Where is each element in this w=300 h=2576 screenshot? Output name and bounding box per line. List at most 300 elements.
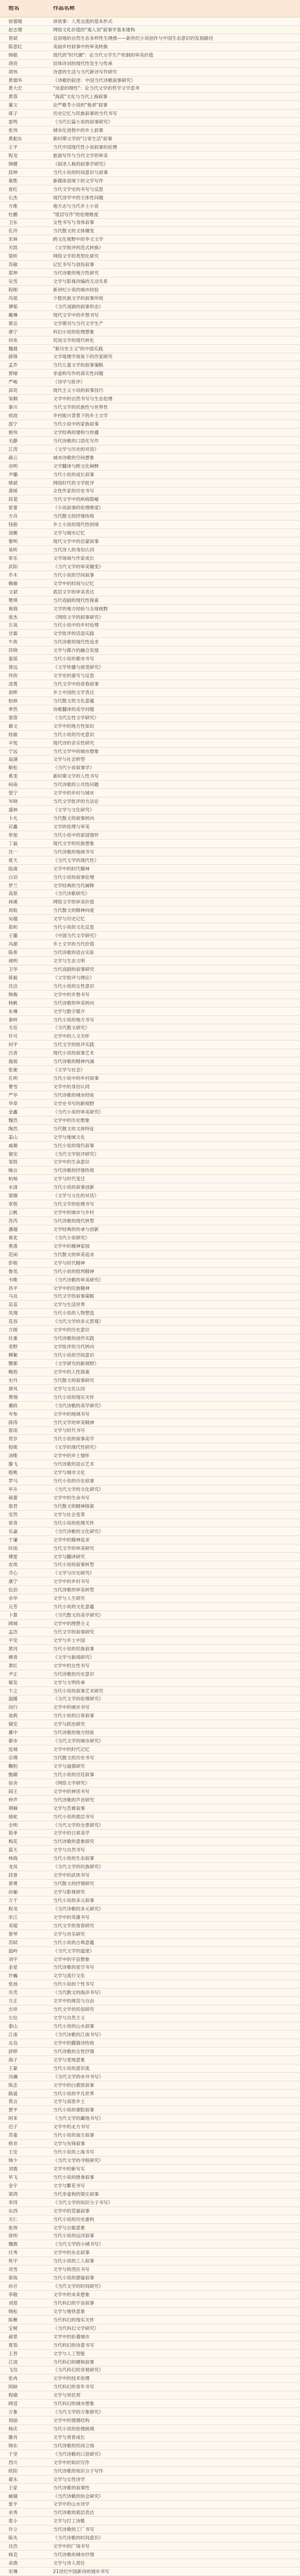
row-name: 佟欣	[8, 673, 18, 679]
row-name: 钟声	[8, 1797, 18, 1803]
row-title: 当代小说的现实关怀	[53, 1394, 95, 1400]
row-title: 当代小说的批判精神	[53, 1268, 95, 1274]
row-title: 《当代小说叙事学》	[53, 765, 95, 771]
row-title: 文学批评的当代转向	[53, 1344, 95, 1350]
row-title: 历史记忆与民族叙事的当代书写	[53, 111, 117, 117]
row-name: 魏然	[8, 1117, 18, 1123]
row-name: 梅花	[8, 1839, 18, 1845]
row-title: 当代文学的批评实践	[53, 1042, 95, 1048]
table-row	[0, 1066, 300, 1074]
table-row	[0, 2400, 300, 2408]
table-row	[0, 1502, 300, 1511]
row-name: 陆离	[8, 865, 18, 872]
table-row	[0, 2265, 300, 2274]
row-name: 盛林	[8, 807, 18, 813]
table-row	[0, 2291, 300, 2299]
table-row	[0, 2240, 300, 2249]
row-name: 章程	[8, 1201, 18, 1207]
table-row	[0, 437, 300, 445]
row-title: 当代诗歌的创作实践	[53, 1336, 95, 1342]
table-row	[0, 2148, 300, 2156]
row-title: 当代诗歌的叙事性	[53, 2485, 90, 2491]
table-row	[0, 1779, 300, 1788]
row-name: 顾适	[8, 2401, 18, 2407]
row-name: 韩梅	[8, 991, 18, 997]
row-name: 戴琳	[8, 312, 18, 318]
row-title: 当代诗人的身份认同	[53, 547, 95, 553]
row-title: 文学与高密乡土	[53, 2099, 86, 2105]
table-row	[0, 1871, 300, 1880]
row-title: 《当代文学的市井书写》	[53, 2073, 104, 2079]
table-row	[0, 999, 300, 1008]
row-title: 《文学与历史研究》	[53, 1570, 95, 1576]
table-row	[0, 2542, 300, 2551]
table-row	[0, 1846, 300, 1854]
row-title: 民间文学的现代转化	[53, 337, 95, 343]
row-title: 当代戏剧的现代性探索	[53, 597, 99, 603]
table-row	[0, 286, 300, 294]
table-row	[0, 806, 300, 814]
row-title: 当代散文的精神向度	[53, 908, 95, 914]
table-row	[0, 1452, 300, 1460]
row-title: 文学与社会转型	[53, 757, 86, 763]
row-name: 花容	[8, 1319, 18, 1325]
row-name: 安然	[8, 1511, 18, 1517]
row-title: 当代散文的叙事研究	[53, 1377, 95, 1383]
row-title: 文学中的城市书写	[53, 1704, 90, 1711]
row-title: 《当代长篇小说的叙事研究》	[53, 119, 113, 125]
row-name: 石杰	[8, 194, 18, 200]
table-row	[0, 1972, 300, 1980]
row-name: 臧棣	[8, 2493, 18, 2499]
row-name: 孙甘	[8, 2283, 18, 2290]
row-name: 宿舍	[8, 1780, 18, 1786]
row-title: 新时期文学的"日常生活"叙事	[53, 136, 113, 142]
row-name: 甘霖	[8, 631, 18, 637]
row-title: 文学与文化认同	[53, 1386, 86, 1392]
row-title: 《当代诗歌的审美研究》	[53, 1277, 104, 1283]
row-title: 当代诗歌的语言艺术	[53, 1461, 95, 1467]
row-title: 《中国当代文学研究》	[53, 933, 99, 939]
table-row	[0, 1192, 300, 1200]
row-title: 文学与时代精神	[53, 1260, 86, 1266]
row-name: 卫华	[8, 966, 18, 972]
row-name: 吴越	[8, 916, 18, 922]
row-name: 宁远	[8, 748, 18, 754]
row-name: 柏林	[8, 698, 18, 704]
table-row	[0, 1259, 300, 1268]
row-name: 于谦	[8, 1537, 18, 1543]
table-row	[0, 949, 300, 957]
row-title: 当代小说的日常叙事	[53, 1713, 95, 1719]
row-title: 当代文学的民俗研究	[53, 2007, 95, 2013]
table-row	[0, 1116, 300, 1125]
table-row	[0, 831, 300, 840]
row-title: 文学与生活世界	[53, 1302, 86, 1308]
row-title: 文学中的英雄书写	[53, 1914, 90, 1920]
table-row	[0, 1745, 300, 1754]
row-title: 文学中的女性书写	[53, 1662, 90, 1668]
row-title: 新时期文学的人性书写	[53, 773, 99, 779]
table-row	[0, 1821, 300, 1830]
row-name: 蒋毅	[8, 974, 18, 980]
row-name: 季然	[8, 706, 18, 712]
row-title: 当代小说的女性意识	[53, 983, 95, 989]
row-name: 许立	[8, 2527, 18, 2533]
row-title: 文学与人工智能	[53, 2350, 86, 2356]
table-row	[0, 2534, 300, 2542]
row-title: 文学中的乡村书写	[53, 1579, 90, 1585]
table-row	[0, 269, 300, 277]
row-title: 文学与铁西区书写	[53, 2267, 90, 2273]
row-title: 当代小说的南方叙事	[53, 2132, 95, 2138]
table-row	[0, 2467, 300, 2475]
row-name: 雷蕾	[8, 505, 18, 511]
table-row	[0, 1074, 300, 1083]
row-name: 西川	[8, 2459, 18, 2465]
row-title: 网络时代的文学批评	[53, 480, 95, 486]
row-title: 《当代戏剧的叙事形态》	[53, 303, 104, 309]
table-row	[0, 2559, 300, 2568]
table-row	[0, 2425, 300, 2433]
row-name: 符晓	[8, 648, 18, 654]
row-name: 方维	[8, 203, 18, 209]
table-row	[0, 865, 300, 873]
table-row	[0, 1888, 300, 1896]
row-name: 滕飞	[8, 1461, 18, 1467]
table-row	[0, 814, 300, 823]
table-row	[0, 227, 300, 235]
row-name: 胡亮	[8, 60, 18, 66]
table-row	[0, 2106, 300, 2114]
row-name: 方舟	[8, 513, 18, 519]
row-name: 程婧	[8, 2392, 18, 2398]
table-row	[0, 1519, 300, 1528]
row-title: 当代科幻的宇宙叙事	[53, 2300, 95, 2306]
row-name: 苏敏	[8, 262, 18, 268]
row-name: 班宇	[8, 2258, 18, 2264]
row-title: 当代小说的地方书写	[53, 1017, 95, 1023]
row-name: 蔺文	[8, 723, 18, 729]
row-title: 文学与社会变革	[53, 1511, 86, 1517]
table-row	[0, 2274, 300, 2282]
row-title: 《小说叙事的伦理维度》	[53, 505, 104, 511]
row-title: 诗歌翻译的美学问题	[53, 706, 95, 712]
table-row	[0, 2232, 300, 2241]
table-row	[0, 2173, 300, 2182]
row-title: 乡村振兴背景下的乡土文学	[53, 413, 108, 419]
row-name: 梁鸿	[8, 2191, 18, 2197]
row-title: 当代文学的审美精神	[53, 1419, 95, 1425]
table-row	[0, 957, 300, 965]
row-title: 新世纪小说的城市经验	[53, 286, 99, 293]
row-title: 《当代文学的文化研究》	[53, 1487, 104, 1493]
table-row	[0, 1620, 300, 1628]
table-row	[0, 1880, 300, 1888]
table-row	[0, 361, 300, 370]
row-name: 宋林	[8, 237, 18, 243]
table-row	[0, 1326, 300, 1334]
row-name: 许可	[8, 1033, 18, 1039]
table-row	[0, 2182, 300, 2190]
row-name: 贝壳	[8, 1990, 18, 1996]
table-row	[0, 873, 300, 882]
row-name: 张炜	[8, 2225, 18, 2231]
row-name: 秦岭	[8, 1017, 18, 1023]
table-row	[0, 68, 300, 76]
row-title: 当代戏剧的叙事研究	[53, 966, 95, 972]
row-name: 韦唯	[8, 1277, 18, 1283]
row-title: 《当代文学的温度》	[53, 1948, 95, 1954]
table-row	[0, 1393, 300, 1402]
row-name: 沈一	[8, 849, 18, 855]
table-row	[0, 546, 300, 554]
row-title: 当代诗歌的审美转向	[53, 1000, 95, 1006]
row-name: 关仁	[8, 2216, 18, 2222]
table-row	[0, 420, 300, 429]
row-name: 邬君	[8, 1503, 18, 1509]
table-row	[0, 101, 300, 110]
table-row	[0, 1200, 300, 1209]
row-title: 当代文学的叙事策略	[53, 1293, 95, 1299]
row-name: 卫东	[8, 220, 18, 226]
row-title: 当代小说的时间意识与叙事	[53, 169, 108, 175]
row-title: 《文学研究的新视野》	[53, 1360, 99, 1366]
row-name: 彭程	[8, 1260, 18, 1266]
row-name: 岑参	[8, 1411, 18, 1417]
row-name: 俞晖	[8, 689, 18, 695]
row-name: 苏童	[8, 2132, 18, 2138]
row-name: 庞杰	[8, 614, 18, 620]
table-row	[0, 932, 300, 940]
row-title: 当代小说的叙事伦理	[53, 874, 95, 880]
table-row	[0, 940, 300, 949]
row-title: 文学与自然主义	[53, 2015, 86, 2021]
row-title: 文学与政治研究	[53, 1721, 86, 1727]
row-title: 当代小说的叙事艺术研究	[53, 1688, 104, 1694]
row-name: 于坚	[8, 2451, 18, 2457]
row-name: 张驰	[8, 1067, 18, 1073]
table-row	[0, 705, 300, 714]
table-row	[0, 194, 300, 202]
row-title: 《当代文学的寻根研究》	[53, 2158, 104, 2164]
table-row	[0, 353, 300, 362]
row-name: 蔡琴	[8, 1931, 18, 1937]
table-row	[0, 1577, 300, 1586]
table-row	[0, 135, 300, 143]
row-title: 城市诗歌的空间想象	[53, 454, 95, 460]
row-name: 常青	[8, 1520, 18, 1526]
row-name: 夏天	[8, 857, 18, 863]
table-row	[0, 848, 300, 856]
table-row	[0, 1536, 300, 1544]
row-name: 刘震	[8, 2166, 18, 2172]
table-row	[0, 714, 300, 722]
row-name: 吴雪	[8, 279, 18, 285]
row-name: 关凯	[8, 245, 18, 251]
table-row	[0, 537, 300, 546]
row-name: 文斌	[8, 589, 18, 595]
row-title: 当代小说中的家族叙事	[53, 421, 99, 427]
table-row	[0, 2090, 300, 2098]
table-row	[0, 1419, 300, 1427]
table-row	[0, 1729, 300, 1737]
row-title: 《网络文学的叙事研究》	[53, 614, 104, 620]
row-title: 当代诗歌的地方性研究	[53, 270, 99, 276]
row-name: 王安	[8, 2149, 18, 2155]
row-title: 文学中的朦胧诗传统	[53, 2040, 95, 2046]
row-name: 沈洁	[8, 983, 18, 989]
row-name: 廉政	[8, 1402, 18, 1408]
row-name: 赖薇	[8, 580, 18, 586]
row-title: 当代小说的生态叙事	[53, 1856, 95, 1862]
table-row	[0, 1528, 300, 1536]
row-name: 龚媛	[8, 488, 18, 494]
row-title: 《当代文学的多元景观》	[53, 1319, 104, 1325]
row-name: 尹正	[8, 1671, 18, 1677]
row-name: 冯骥	[8, 2073, 18, 2079]
row-name: 郝云	[8, 454, 18, 460]
row-title: 《当代科幻的奇观研究》	[53, 2367, 104, 2373]
row-title: 女性作家的历史书写	[53, 488, 95, 494]
row-name: 崔红	[8, 186, 18, 192]
row-name: 莫言	[8, 2099, 18, 2105]
table-row	[0, 2568, 300, 2576]
row-name: 迟子	[8, 2124, 18, 2130]
row-title: 现代文学中的启蒙叙事	[53, 539, 99, 545]
row-title: 当代诗歌的公共性问题	[53, 782, 99, 788]
row-title: 文学中的时代记忆	[53, 1747, 90, 1753]
row-name: 昌平	[8, 1285, 18, 1291]
table-row	[0, 1217, 300, 1225]
table-row	[0, 2517, 300, 2525]
table-row	[0, 370, 300, 378]
row-title: 文学与音乐研究	[53, 1931, 86, 1937]
row-title: 《叙述人称的叙事学研究》	[53, 161, 108, 167]
row-name: 凌霄	[8, 681, 18, 687]
row-title: 非虚构写作的真实性问题	[53, 371, 104, 377]
row-name: 蒋子	[8, 111, 18, 117]
row-title: 当代小说的山水叙事	[53, 2023, 95, 2030]
row-name: 何欢	[8, 337, 18, 343]
row-title: 当代诗歌的城市抒情	[53, 2552, 95, 2558]
row-title: 当代文学的叙事研究	[53, 1629, 95, 1635]
row-name: 柳絮	[8, 1352, 18, 1358]
table-row	[0, 277, 300, 286]
row-title: 当代科幻的青年书写	[53, 2384, 95, 2390]
table-row	[0, 454, 300, 462]
row-name: 宗璞	[8, 1755, 18, 1761]
row-name: 窦蓉	[8, 714, 18, 720]
row-name: 翟永	[8, 2476, 18, 2482]
row-name: 傅雷	[8, 1553, 18, 1559]
row-name: 林溪	[8, 899, 18, 905]
row-title: 文学与自然书写	[53, 1847, 86, 1853]
row-title: 地方志与当代乡土小说	[53, 203, 99, 209]
table-row	[0, 412, 300, 420]
table-row	[0, 1159, 300, 1167]
table-row	[0, 2207, 300, 2215]
row-title: 《当代文学的藏地书写》	[53, 2116, 104, 2122]
table-row	[0, 495, 300, 504]
table-row	[0, 2081, 300, 2090]
row-title: 文学中的乡村与城市	[53, 790, 95, 796]
row-title: 文学中的山水诗学	[53, 2501, 90, 2507]
row-title: 文学与城市记忆	[53, 530, 86, 536]
row-name: 付秀	[8, 2250, 18, 2256]
row-title: 当代小说的人物塑造	[53, 1310, 95, 1316]
table-row	[0, 2341, 300, 2350]
row-name: 张冉	[8, 2376, 18, 2382]
row-title: "海派"文化与当代上海叙事	[53, 94, 108, 100]
table-row	[0, 2509, 300, 2517]
row-name: 应鑫	[8, 823, 18, 829]
row-title: 文学地理学视角下的作家研究	[53, 354, 113, 360]
table-row	[0, 2165, 300, 2173]
table-row	[0, 76, 300, 85]
table-row	[0, 85, 300, 93]
row-name: 贺岁	[8, 1436, 18, 1442]
row-title: 诗意的生活与当代新诗写作研究	[53, 69, 117, 75]
row-title: 文学与影视改编的互动关系	[53, 279, 108, 285]
table-row	[0, 2408, 300, 2417]
table-row	[0, 2190, 300, 2199]
row-title: 当代散文的抒情研究	[53, 1881, 95, 1887]
table-row	[0, 2501, 300, 2509]
row-title: 当代中国现代性小说叙事的伦理	[53, 144, 117, 150]
table-row	[0, 1830, 300, 1838]
table-row	[0, 1284, 300, 1293]
row-title: 《文学与新闻研究》	[53, 1654, 95, 1660]
row-title: 当代小说中的乡村叙事	[53, 1076, 99, 1082]
row-name: 施展	[8, 1059, 18, 1065]
table-row	[0, 26, 300, 34]
row-name: 全明	[8, 1822, 18, 1828]
row-title: 文学中的知识写作	[53, 2459, 90, 2465]
row-name: 温暖	[8, 1696, 18, 1702]
row-title: 文学中的人文关怀	[53, 1033, 90, 1039]
table-row	[0, 118, 300, 126]
row-title: 文学的地方经验与全球视野	[53, 605, 108, 611]
row-name: 卜算	[8, 1612, 18, 1618]
table-row	[0, 17, 300, 26]
row-title: 现代诗学中的主体性问题	[53, 194, 104, 200]
row-name: 陈楸	[8, 2317, 18, 2323]
table-row	[0, 2450, 300, 2459]
row-name: 金鑫	[8, 1109, 18, 1115]
row-name: 冯瑶	[8, 295, 18, 301]
row-title: 文学与道德研究	[53, 1763, 86, 1769]
row-title: 记忆书写与创伤叙事	[53, 262, 95, 268]
table-row	[0, 1427, 300, 1435]
row-name: 康宁	[8, 1579, 18, 1585]
row-name: 酆都	[8, 1360, 18, 1366]
row-title: 当代诗歌的知识分子写作	[53, 2468, 104, 2474]
row-title: 科幻小说的伦理想象	[53, 329, 95, 335]
row-name: 黄大宏	[8, 85, 22, 91]
row-name: 顾城	[8, 1621, 18, 1627]
row-name: 云帆	[8, 1210, 18, 1216]
row-name: 都市	[8, 1738, 18, 1744]
row-name: 陈先	[8, 2535, 18, 2541]
table-row	[0, 2459, 300, 2467]
row-name: 凤翔	[8, 1310, 18, 1316]
table-row	[0, 1854, 300, 1863]
row-title: 当代小说的宫廷叙事	[53, 1771, 95, 1777]
row-name: 冀中	[8, 1730, 18, 1736]
table-row	[0, 1762, 300, 1771]
row-name: 尹璐	[8, 471, 18, 477]
